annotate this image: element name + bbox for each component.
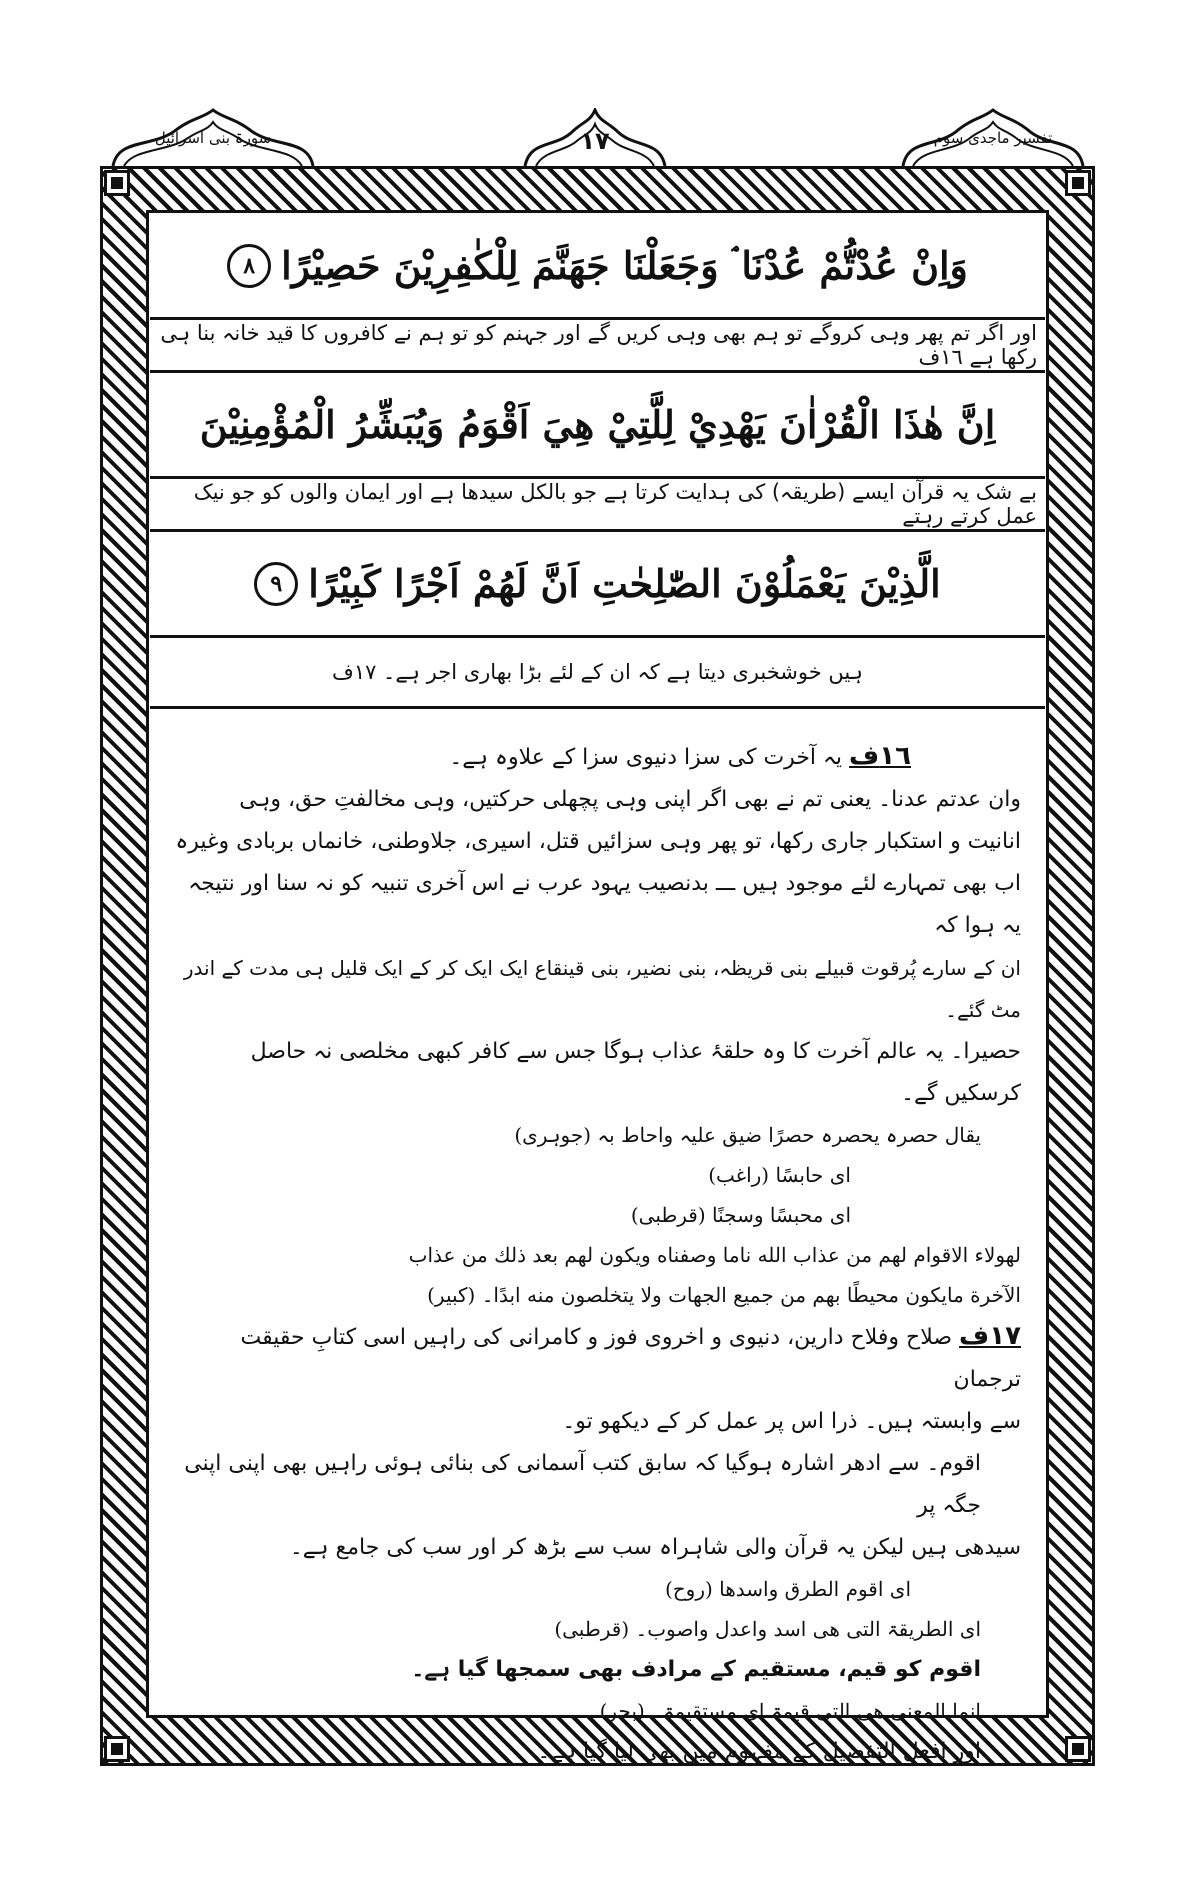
verse-text: اِنَّ هٰذَا الْقُرْاٰنَ يَهْدِيْ لِلَّتِيْ هِيَ اَقْوَمُ وَيُبَشِّرُ الْمُؤْمِنِيْنَ [199, 401, 996, 447]
book-title: تفسیر ماجدی سوم [933, 129, 1053, 147]
commentary-line: اب بھی تمہارے لئے موجود ہیں ـــ بدنصیب یہود عرب نے اس آخری تنبیہ کو نہ سنا اور نتیجہ یہ ہوا کہ [188, 871, 1021, 938]
arabic-quote: یقال حصرہ یحصرہ حصرًا ضیق علیہ واحاط بہ (جوہری) [514, 1123, 981, 1147]
commentary-line: حصیرا۔ یہ عالم آخرت کا وہ حلقۂ عذاب ہوگا جس سے کافر کبھی مخلصی نہ حاصل کرسکیں گے۔ [250, 1039, 1021, 1106]
header-tab-left [108, 108, 318, 168]
arabic-quote: ای محبسًا وسجنًا (قرطبی) [630, 1203, 851, 1227]
translation-text: اور اگر تم پھر وہی کروگے تو ہم بھی وہی کریں گے اور جہنم کو تو ہم نے کافروں کا قید خانہ بنا ہی رکھا ہے ١٦ف [160, 321, 1037, 369]
verse-9a-arabic [150, 373, 1045, 479]
verse-9a-translation [150, 479, 1045, 532]
verse-9b-arabic [150, 532, 1045, 638]
commentary-line: ان کے سارے پُرقوت قبیلے بنی قریظہ، بنی نضیر، بنی قینقاع ایک ایک کر کے ایک قلیل ہی مدت کے اندر مٹ گئے۔ [183, 956, 1021, 1022]
verse-number-badge: ٩ [254, 562, 298, 606]
corner-ornament-icon [104, 170, 130, 196]
header-tab-center [520, 108, 670, 168]
commentary-line: اور افعل التفضیل کے مفہوم میں بھی لیا گیا ہے۔ [537, 1739, 981, 1764]
commentary-line: وان عدتم عدنا۔ یعنی تم نے بھی اگر اپنی وہی پچھلی حرکتیں، وہی مخالفتِ حق، وہی [239, 787, 1021, 812]
verse-8-arabic [150, 214, 1045, 320]
footnote-label: ١٧ف [959, 1321, 1021, 1351]
footnote-label: ١٦ف [849, 741, 911, 771]
translation-text: ہیں خوشخبری دیتا ہے کہ ان کے لئے بڑا بھاری اجر ہے۔ ١٧ف [332, 660, 863, 684]
translation-text: بے شک یہ قرآن ایسے (طریقہ) کی ہدایت کرتا ہے جو بالکل سیدھا ہے اور ایمان والوں کو جو نیک عمل کرتے رہتے [193, 480, 1037, 528]
page-number: ١٧ [580, 127, 610, 155]
verse-text: وَاِنْ عُدْتُّمْ عُدْنَا ۘ وَجَعَلْنَا جَهَنَّمَ لِلْكٰفِرِيْنَ حَصِيْرًا [281, 242, 968, 288]
footnote-16-intro [168, 735, 1021, 779]
verse-9b-translation [150, 638, 1045, 709]
commentary-line: انانیت و استکبار جاری رکھا، تو پھر وہی سزائیں قتل، اسیری، جلاوطنی، خانماں بربادی وغیرہ [175, 829, 1021, 854]
commentary [150, 709, 1045, 1773]
surah-title: سورۃ بنی اسرائیل [154, 129, 272, 147]
verse-number-badge: ٨ [227, 244, 271, 288]
corner-ornament-icon [1065, 1736, 1091, 1762]
arabic-quote: انما المعنی ھی التی قیمۃ ای مستقیمۃ۔ (بحر) [599, 1699, 981, 1723]
arabic-quote: لهولاء الاقوام لهم من عذاب الله ناما وصفناه ويكون لهم بعد ذلك من عذاب [408, 1243, 1021, 1267]
arabic-quote: ای حابسًا (راغب) [708, 1163, 851, 1187]
arabic-quote: ای اقوم الطرق واسدها (روح) [664, 1577, 911, 1601]
footnote-text: صلاح وفلاح دارین، دنیوی و اخروی فوز و کامرانی کی راہیں اسی کتابِ حقیقت ترجمان [240, 1325, 1021, 1392]
commentary-line: اقوم کو قیم، مستقیم کے مرادف بھی سمجھا گیا ہے۔ [411, 1657, 981, 1682]
footnote-17-intro [168, 1315, 1021, 1401]
verse-8-translation [150, 320, 1045, 373]
commentary-line: سے وابستہ ہیں۔ ذرا اس پر عمل کر کے دیکھو تو۔ [562, 1409, 1021, 1434]
header-tab-right [898, 108, 1088, 168]
corner-ornament-icon [104, 1736, 130, 1762]
corner-ornament-icon [1065, 170, 1091, 196]
commentary-line: سیدھی ہیں لیکن یہ قرآن والی شاہراہ سب سے بڑھ کر اور سب کی جامع ہے۔ [289, 1535, 1021, 1560]
arabic-quote: ای الطریقۃ التی ھی اسد واعدل واصوب۔ (قرطبی) [554, 1617, 981, 1641]
footnote-text: یہ آخرت کی سزا دنیوی سزا کے علاوہ ہے۔ [449, 745, 843, 770]
commentary-line: اقوم۔ سے ادھر اشارہ ہوگیا کہ سابق کتب آسمانی کی بنائی ہوئی راہیں بھی اپنی اپنی جگہ پر [184, 1451, 981, 1518]
page-content [150, 214, 1045, 1764]
arabic-quote: الآخرة مايكون محيطًا بهم من جميع الجهات ولا يتخلصون منه ابدًا۔ (كبير) [427, 1283, 1021, 1307]
verse-text: الَّذِيْنَ يَعْمَلُوْنَ الصّٰلِحٰتِ اَنَّ لَهُمْ اَجْرًا كَبِيْرًا [308, 560, 941, 606]
